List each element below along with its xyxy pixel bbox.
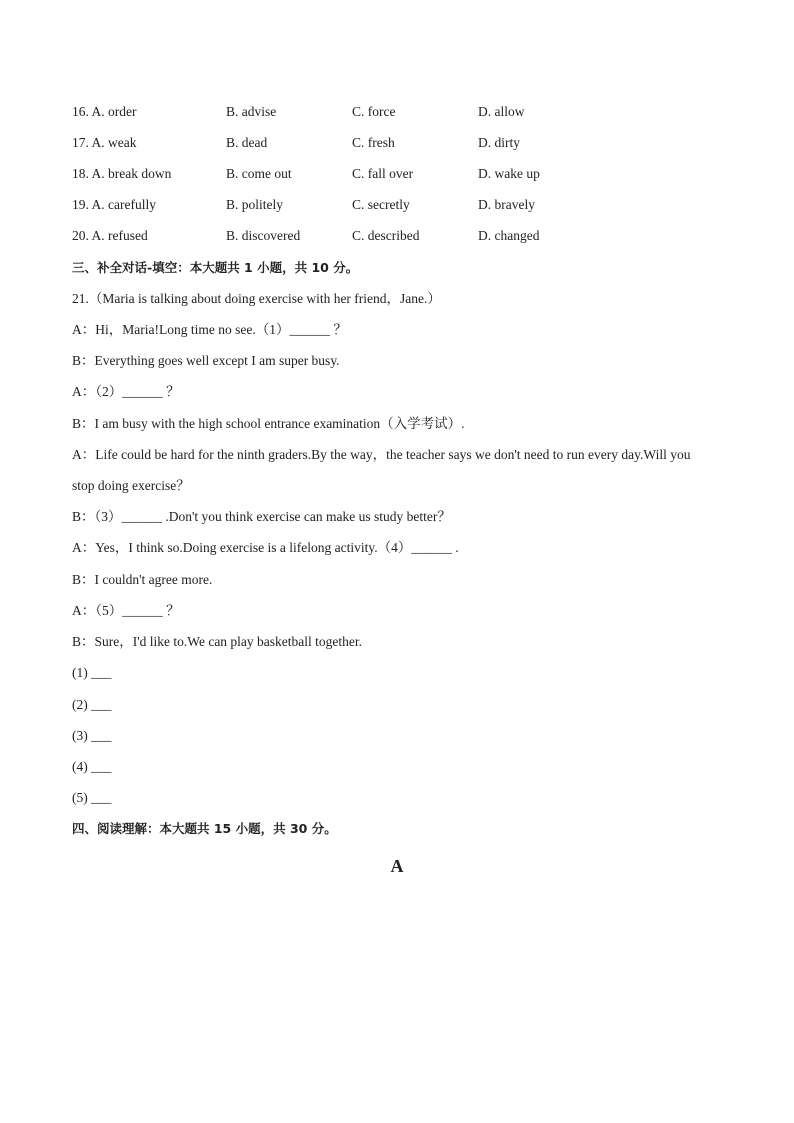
dialogue-line: A：Hi，Maria!Long time no see.（1）______ ？: [72, 322, 347, 337]
option-c: C. secretly: [352, 197, 410, 212]
dialogue-line: B：Everything goes well except I am super busy.: [72, 353, 340, 368]
option-b: B. politely: [226, 197, 283, 212]
option-a: 19. A. carefully: [72, 197, 156, 212]
dialogue-line: A：Life could be hard for the ninth graders.By the way，the teacher says we don't need to run every day.Will you: [72, 447, 691, 462]
answer-blank-3[interactable]: (3) ___: [72, 728, 112, 743]
passage-label: A: [390, 856, 404, 876]
option-c: C. described: [352, 228, 420, 243]
dialogue-line: B：（3）______ .Don't you think exercise can make us study better？: [72, 509, 451, 524]
option-b: B. discovered: [226, 228, 301, 243]
option-d: D. wake up: [478, 166, 540, 181]
option-a: 16. A. order: [72, 104, 137, 119]
dialogue-line: B：I am busy with the high school entrance examination（入学考试）.: [72, 416, 465, 431]
option-d: D. bravely: [478, 197, 535, 212]
option-c: C. force: [352, 104, 396, 119]
option-b: B. advise: [226, 104, 277, 119]
option-d: D. allow: [478, 104, 525, 119]
option-d: D. changed: [478, 228, 540, 243]
dialogue-line: stop doing exercise？: [72, 478, 190, 493]
section-4-heading: 四、阅读理解：本大题共 15 小题，共 30 分。: [72, 821, 337, 836]
option-d: D. dirty: [478, 135, 520, 150]
option-a: 17. A. weak: [72, 135, 137, 150]
dialogue-line: A：（5）______ ？: [72, 603, 180, 618]
option-a: 20. A. refused: [72, 228, 148, 243]
answer-blank-2[interactable]: (2) ___: [72, 697, 112, 712]
option-c: C. fresh: [352, 135, 395, 150]
option-b: B. dead: [226, 135, 268, 150]
answer-blank-1[interactable]: (1) ___: [72, 665, 112, 680]
answer-blank-5[interactable]: (5) ___: [72, 790, 112, 805]
option-b: B. come out: [226, 166, 292, 181]
dialogue-line: A：（2）______ ？: [72, 384, 180, 399]
dialogue-line: A：Yes，I think so.Doing exercise is a lifelong activity.（4）______ .: [72, 540, 459, 555]
question-21-intro: 21.（Maria is talking about doing exercise with her friend，Jane.）: [72, 291, 441, 306]
option-c: C. fall over: [352, 166, 414, 181]
answer-blank-4[interactable]: (4) ___: [72, 759, 112, 774]
option-a: 18. A. break down: [72, 166, 172, 181]
dialogue-line: B：I couldn't agree more.: [72, 572, 213, 587]
section-3-heading: 三、补全对话-填空：本大题共 1 小题，共 10 分。: [72, 260, 359, 275]
dialogue-line: B：Sure，I'd like to.We can play basketball together.: [72, 634, 363, 649]
